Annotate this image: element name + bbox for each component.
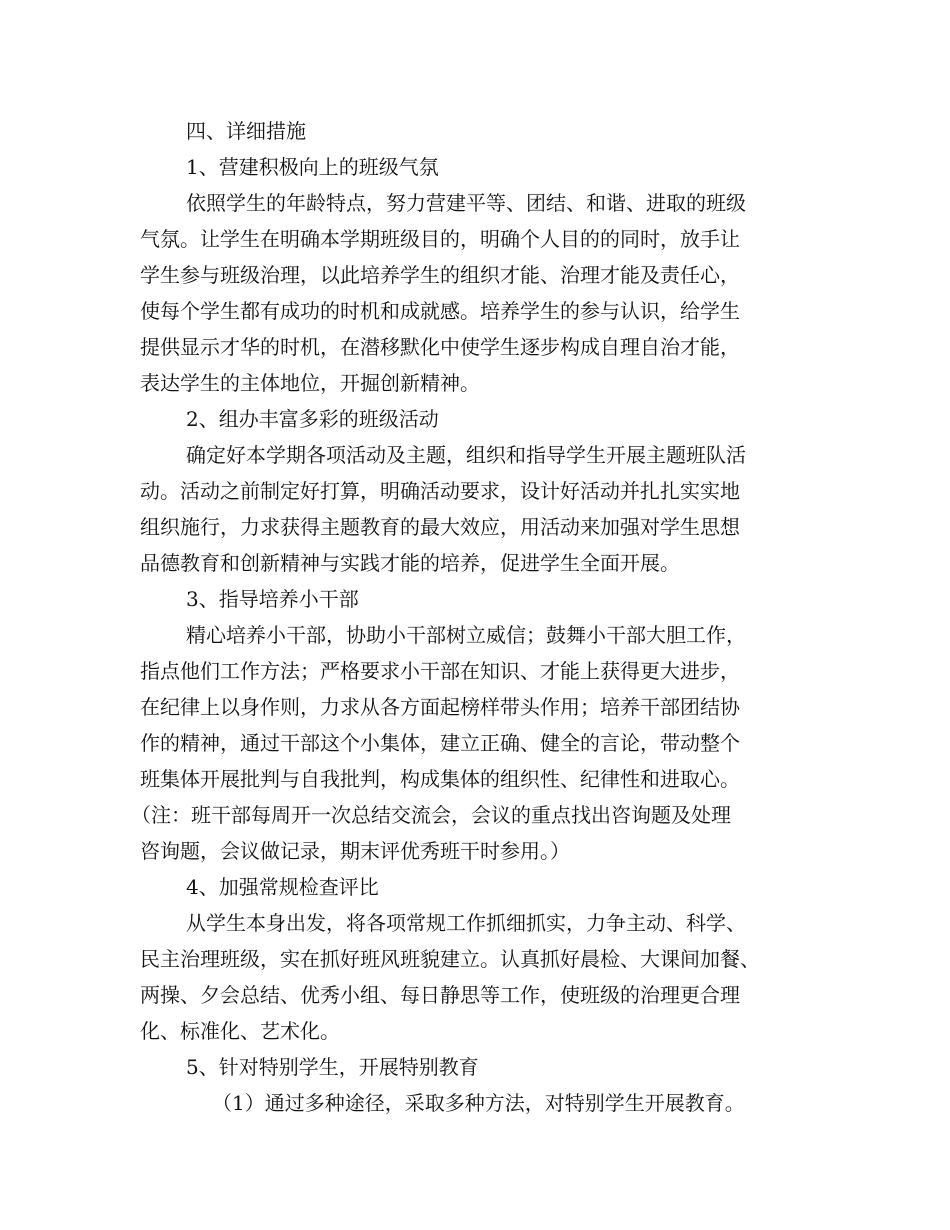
paragraph-line: 品德教育和创新精神与实践才能的培养，促进学生全面开展。 [140,551,680,575]
paragraph-line: 学生参与班级治理，以此培养学生的组织才能、治理才能及责任心， [140,263,740,287]
paragraph-line: 组织施行，力求获得主题教育的最大效应，用活动来加强对学生思想 [140,515,740,539]
paragraph-line: 依照学生的年龄特点，努力营建平等、团结、和谐、进取的班级 [186,191,746,215]
note-line: （注：班干部每周开一次总结交流会，会议的重点找出咨询题及处理 [131,803,731,827]
paragraph-line: 班集体开展批判与自我批判，构成集体的组织性、纪律性和进取心。 [140,767,740,791]
subsection-heading-5: 5、针对特别学生，开展特别教育 [186,1055,479,1079]
paragraph-line: 气氛。让学生在明确本学期班级目的，明确个人目的的同时，放手让 [140,227,740,251]
subsection-heading-3: 3、指导培养小干部 [186,587,359,611]
paragraph-line: 在纪律上以身作则，力求从各方面起榜样带头作用；培养干部团结协 [140,695,740,719]
paragraph-line: 使每个学生都有成功的时机和成就感。培养学生的参与认识，给学生 [140,299,740,323]
subsection-heading-1: 1、营建积极向上的班级气氛 [186,155,439,179]
paragraph-line: 提供显示才华的时机，在潜移默化中使学生逐步构成自理自治才能， [140,335,740,359]
paragraph-line: 表达学生的主体地位，开掘创新精神。 [140,371,480,395]
list-item: （1）通过多种途径，采取多种方法，对特别学生开展教育。 [212,1091,745,1115]
paragraph-line: 化、标准化、艺术化。 [140,1019,340,1043]
paragraph-line: 从学生本身出发，将各项常规工作抓细抓实，力争主动、科学、 [186,911,746,935]
paragraph-line: 民主治理班级，实在抓好班风班貌建立。认真抓好晨检、大课间加餐、 [140,947,760,971]
note-line: 咨询题，会议做记录，期末评优秀班干时参用。） [140,839,570,863]
paragraph-line: 确定好本学期各项活动及主题，组织和指导学生开展主题班队活 [186,443,746,467]
paragraph-line: 指点他们工作方法；严格要求小干部在知识、才能上获得更大进步， [140,659,740,683]
paragraph-line: 作的精神，通过干部这个小集体，建立正确、健全的言论，带动整个 [140,731,740,755]
section-heading: 四、详细措施 [186,119,306,143]
subsection-heading-2: 2、组办丰富多彩的班级活动 [186,407,439,431]
paragraph-line: 精心培养小干部，协助小干部树立威信；鼓舞小干部大胆工作， [186,623,746,647]
subsection-heading-4: 4、加强常规检查评比 [186,875,379,899]
paragraph-line: 两操、夕会总结、优秀小组、每日静思等工作，使班级的治理更合理 [140,983,740,1007]
paragraph-line: 动。活动之前制定好打算，明确活动要求，设计好活动并扎扎实实地 [140,479,740,503]
